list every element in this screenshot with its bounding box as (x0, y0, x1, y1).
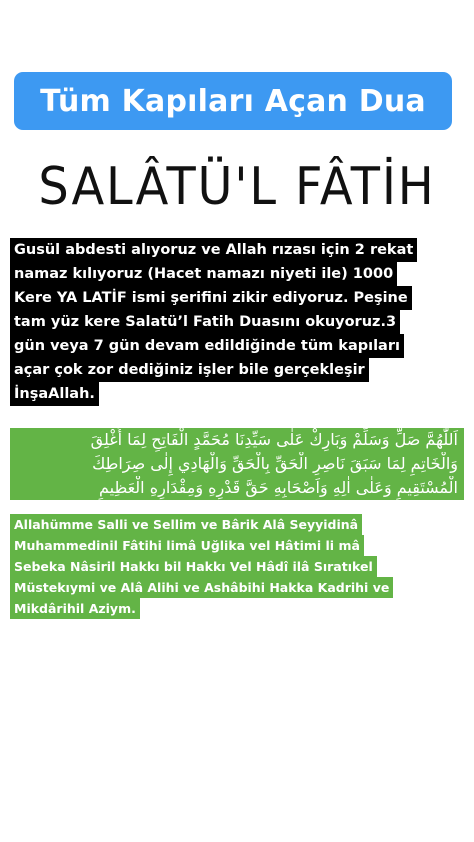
arabic-line: اَللّٰهُمَّ صَلِّ وَسَلِّمْ وَبَارِكْ عَلٰى سَيِّدِنَا مُحَمَّدٍ الْفَاتِحِ لِمَا أُغْلِقَ (10, 428, 464, 452)
transliteration-line: Allahümme Salli ve Sellim ve Bârik Alâ Seyyidinâ (10, 514, 362, 535)
instruction-line: namaz kılıyoruz (Hacet namazı niyeti ile) 1000 (10, 262, 397, 286)
instruction-line: İnşaAllah. (10, 382, 99, 406)
arabic-line: الْمُسْتَقِيمِ وَعَلٰى اٰلِهِ وَاَصْحَابِهِ حَقَّ قَدْرِهِ وَمِقْدَارِهِ الْعَظِيمِ (10, 476, 464, 500)
title-text: Tüm Kapıları Açan Dua (40, 83, 426, 119)
transliteration-block (10, 514, 464, 619)
instruction-line: gün veya 7 gün devam edildiğinde tüm kapıları (10, 334, 404, 358)
instruction-line: açar çok zor dediğiniz işler bile gerçekleşir (10, 358, 369, 382)
transliteration-line: Müstekıymi ve Alâ Alihi ve Ashâbihi Hakka Kadrihi ve (10, 577, 393, 598)
instructions-block (10, 238, 470, 406)
title-banner (14, 72, 452, 130)
transliteration-line: Sebeka Nâsiril Hakkı bil Hakkı Vel Hâdî ilâ Sıratıkel (10, 556, 377, 577)
instruction-line: tam yüz kere Salatü’l Fatih Duasını okuyoruz.3 (10, 310, 400, 334)
arabic-line: وَالْخَاتِمِ لِمَا سَبَقَ نَاصِرِ الْحَقِّ بِالْحَقِّ وَالْهَادِي إِلٰى صِرَاطِكَ (10, 452, 464, 476)
instruction-line: Gusül abdesti alıyoruz ve Allah rızası için 2 rekat (10, 238, 417, 262)
transliteration-line: Mikdârihil Aziym. (10, 598, 140, 619)
arabic-prayer-block (10, 428, 464, 500)
transliteration-line: Muhammedinil Fâtihi limâ Uğlika vel Hâtimi li mâ (10, 535, 364, 556)
prayer-heading: SALÂTÜ'L FÂTİH (38, 157, 436, 217)
instruction-line: Kere YA LATİF ismi şerifini zikir ediyoruz. Peşine (10, 286, 412, 310)
